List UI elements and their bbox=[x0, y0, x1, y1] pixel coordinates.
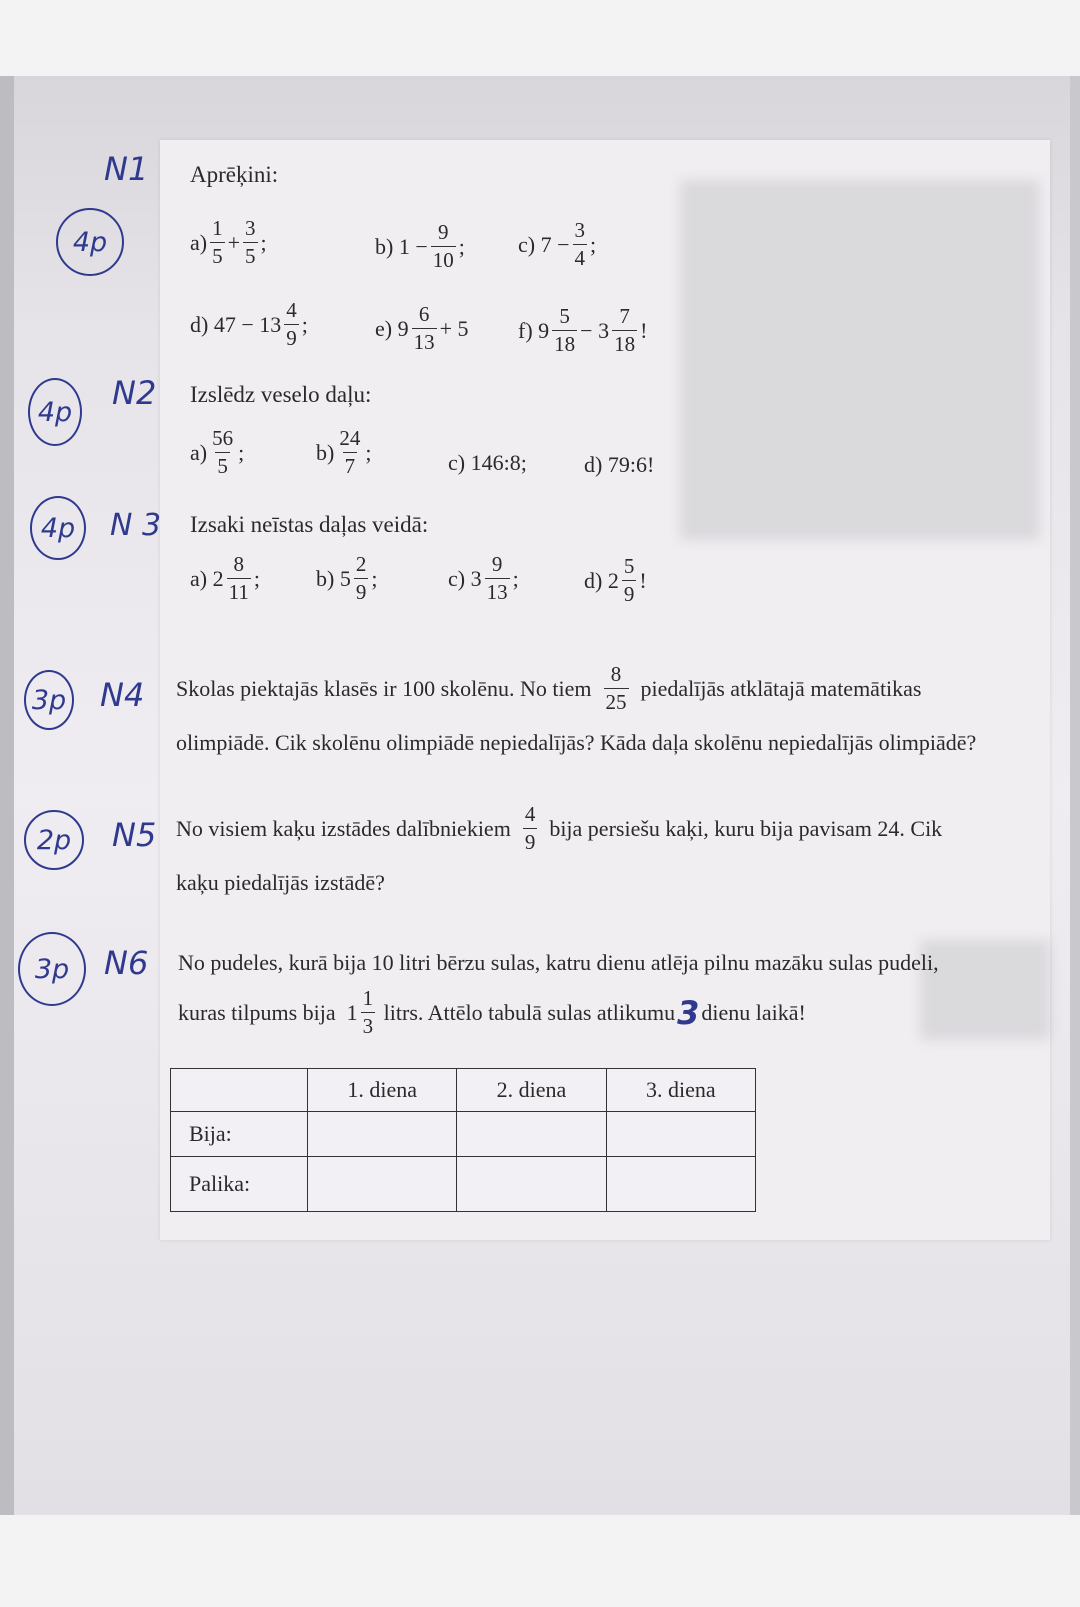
task-n4-line1: Skolas piektajās klasēs ir 100 skolēnu. No tiem $\frac{8}{25}$ piedalījās atklātajā matemātikas bbox=[176, 662, 922, 714]
task-n5-handwritten-label: N5 bbox=[112, 816, 157, 854]
task-n2-title: Izslēdz veselo daļu: bbox=[190, 382, 372, 407]
table-cell bbox=[606, 1157, 755, 1212]
table-row-label: Bija: bbox=[171, 1112, 308, 1157]
fraction: $\frac{56}{5}$ bbox=[212, 426, 234, 478]
fraction: $\frac{6}{13}$ bbox=[413, 302, 435, 354]
task-n6-line1: No pudeles, kurā bija 10 litri bērzu sulas, katru dienu atlēja pilnu mazāku sulas pudeli, bbox=[178, 950, 939, 975]
fraction: $\frac{1}{5}$ bbox=[212, 216, 223, 268]
task-n5-text-rest: kaķu piedalījās izstādē? bbox=[176, 870, 385, 895]
task-n1-item-f: f) 9 $\frac{5}{18}$ − 3 $\frac{7}{18}$ ! bbox=[518, 304, 648, 356]
task-n2-item-d: d) 79:6! bbox=[584, 452, 655, 477]
task-n5-text: No visiem kaķu izstādes dalībniekiem bbox=[176, 815, 511, 841]
table-cell bbox=[457, 1112, 606, 1157]
task-n1-item-c: c) 7 − $\frac{3}{4}$ ; bbox=[518, 218, 597, 270]
task-n4-text-rest: olimpiādē. Cik skolēnu olimpiādē nepiedalījās? Kāda daļa skolēnu nepiedalījās olimpiādē? bbox=[176, 730, 977, 755]
table-cell bbox=[308, 1112, 457, 1157]
task-n4-points-circle: 3p bbox=[24, 670, 74, 730]
task-n2-item-c: c) 146:8; bbox=[448, 450, 527, 475]
table-header-cell bbox=[171, 1069, 308, 1112]
task-n3-item-a: a) 2 $\frac{8}{11}$ ; bbox=[190, 552, 260, 604]
fraction: $\frac{4}{9}$ bbox=[524, 802, 536, 854]
table-cell bbox=[457, 1157, 606, 1212]
task-n1-title: Aprēķini: bbox=[190, 162, 279, 187]
fraction: $\frac{24}{7}$ bbox=[339, 426, 361, 478]
table-row-label: Palika: bbox=[171, 1157, 308, 1212]
task-n3-points-circle: 4p bbox=[30, 496, 86, 560]
table-header-cell: 1. diena bbox=[308, 1069, 457, 1112]
fraction: $\frac{3}{4}$ bbox=[574, 218, 586, 270]
task-n4-handwritten-label: N4 bbox=[100, 676, 145, 714]
table-header-cell: 3. diena bbox=[606, 1069, 755, 1112]
table-header-row bbox=[171, 1069, 756, 1112]
show-through-shadow bbox=[680, 180, 1040, 540]
task-n2-item-a: a) $\frac{56}{5}$ ; bbox=[190, 426, 245, 478]
task-n6-table bbox=[170, 1068, 756, 1212]
task-n5-line1: No visiem kaķu izstādes dalībniekiem $\frac{4}{9}$ bija persiešu kaķi, kuru bija pavisam 24. Cik bbox=[176, 802, 943, 854]
fraction: $\frac{1}{3}$ bbox=[362, 986, 374, 1038]
task-n3-item-b: b) 5 $\frac{2}{9}$ ; bbox=[316, 552, 378, 604]
fraction: $\frac{4}{9}$ bbox=[286, 298, 297, 350]
fraction: $\frac{9}{10}$ bbox=[432, 220, 454, 272]
table-cell bbox=[606, 1112, 755, 1157]
task-n6-line2: kuras tilpums bija 1 $\frac{1}{3}$ litrs. Attēlo tabulā sulas atlikumu 3 dienu laikā! bbox=[178, 986, 806, 1038]
task-n3-title: Izsaki neīstas daļas veidā: bbox=[190, 512, 429, 537]
task-n1-points-circle: 4p bbox=[56, 208, 124, 276]
fraction: $\frac{9}{13}$ bbox=[486, 552, 508, 604]
task-n6-handwritten-insert: 3 bbox=[677, 993, 700, 1032]
fraction: $\frac{8}{11}$ bbox=[228, 552, 249, 604]
task-n1-item-b: b) 1 − $\frac{9}{10}$ ; bbox=[375, 220, 465, 272]
task-n2-points-circle: 4p bbox=[28, 378, 82, 446]
task-n3-handwritten-label: N 3 bbox=[110, 508, 162, 543]
task-n1-handwritten-label: N1 bbox=[104, 150, 149, 188]
operator: + bbox=[227, 229, 241, 255]
task-n1-item-d: d) 47 − 13 $\frac{4}{9}$ ; bbox=[190, 298, 308, 350]
task-n3-item-d: d) 2 $\frac{5}{9}$ ! bbox=[584, 554, 647, 606]
fraction: $\frac{5}{18}$ bbox=[554, 304, 576, 356]
task-n4-text: Skolas piektajās klasēs ir 100 skolēnu. No tiem bbox=[176, 675, 592, 701]
fraction: $\frac{5}{9}$ bbox=[623, 554, 635, 606]
fraction: $\frac{3}{5}$ bbox=[245, 216, 256, 268]
fraction: $\frac{7}{18}$ bbox=[614, 304, 636, 356]
task-n5-points-circle: 2p bbox=[24, 810, 84, 870]
table-cell bbox=[308, 1157, 457, 1212]
task-n1-item-e: e) 9 $\frac{6}{13}$ + 5 bbox=[375, 302, 469, 354]
task-n3-item-c: c) 3 $\frac{9}{13}$ ; bbox=[448, 552, 519, 604]
table-row bbox=[171, 1112, 756, 1157]
fraction: $\frac{2}{9}$ bbox=[355, 552, 367, 604]
fraction: $\frac{8}{25}$ bbox=[605, 662, 627, 714]
table-row bbox=[171, 1157, 756, 1212]
item-label: a) bbox=[190, 229, 208, 255]
task-n2-handwritten-label: N2 bbox=[112, 374, 157, 412]
show-through-shadow bbox=[920, 940, 1050, 1040]
table-header-cell: 2. diena bbox=[457, 1069, 606, 1112]
task-n6-points-circle: 3p bbox=[18, 932, 86, 1006]
task-n6-handwritten-label: N6 bbox=[104, 944, 149, 982]
task-n2-item-b: b) $\frac{24}{7}$ ; bbox=[316, 426, 372, 478]
task-n1-item-a: a) $\frac{1}{5}$ + $\frac{3}{5}$ ; bbox=[190, 216, 267, 268]
